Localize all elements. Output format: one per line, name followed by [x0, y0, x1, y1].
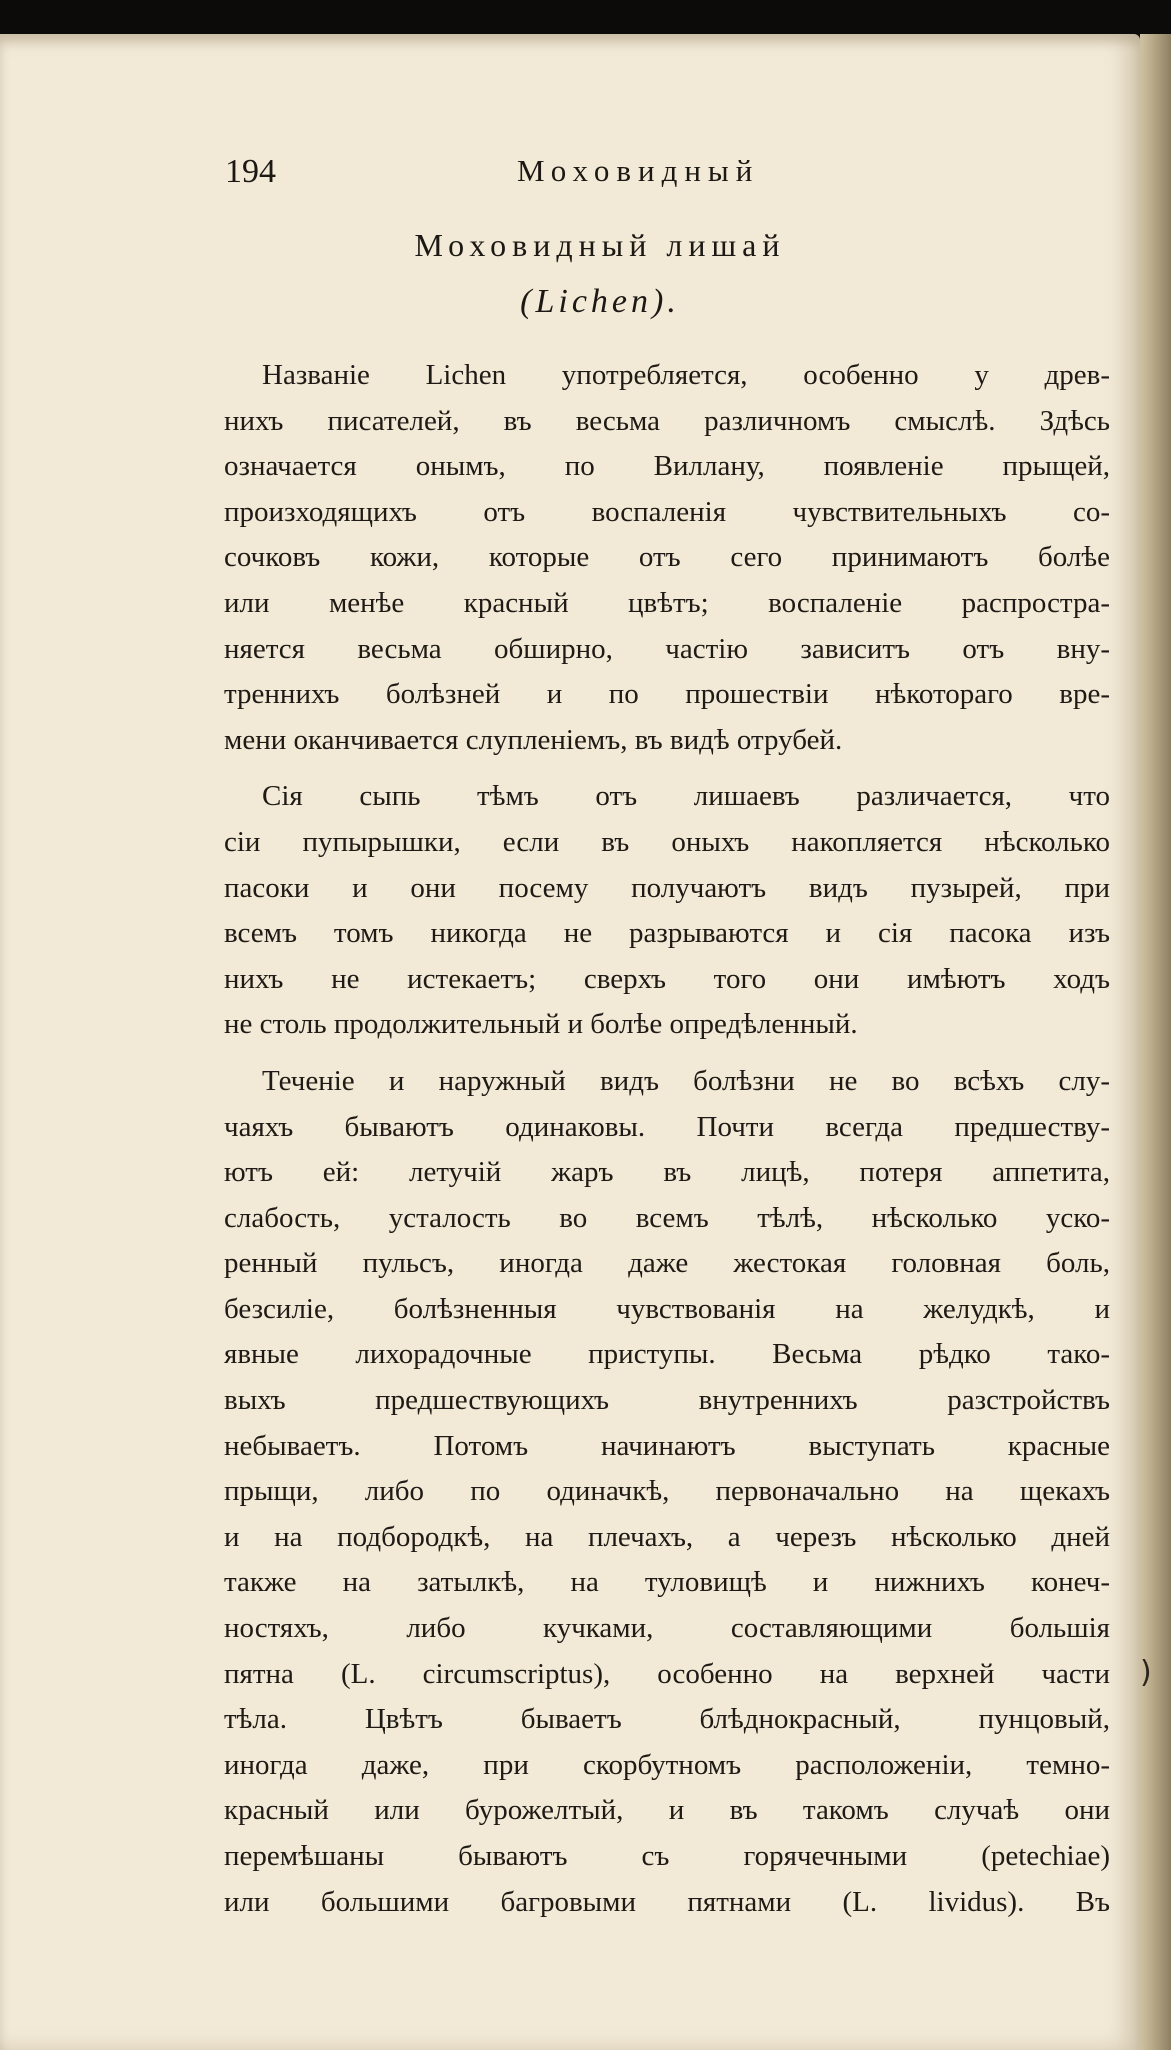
margin-mark: )	[1140, 1655, 1152, 1690]
text-line: пасоки и они посему получаютъ видъ пузырей, при	[224, 871, 1110, 904]
text-line: сочковъ кожи, которые отъ сего принимаютъ болѣе	[224, 541, 1110, 574]
text-line: не столь продолжительный и болѣе опредѣленный.	[224, 1008, 858, 1041]
text-line: всемъ томъ никогда не разрываются и сія пасока изъ	[224, 917, 1110, 950]
section-subheading: (Lichen).	[520, 283, 680, 320]
text-line: ностяхъ, либо кучками, составляющими большія	[224, 1612, 1110, 1645]
text-line: также на затылкѣ, на туловищѣ и нижнихъ конеч-	[224, 1566, 1110, 1599]
running-head	[225, 153, 855, 203]
text-line: означается онымъ, по Виллану, появленіе прыщей,	[224, 450, 1110, 483]
section-heading: Моховидный лишай	[414, 227, 786, 263]
text-line: мени оканчивается слупленіемъ, въ видѣ отрубей.	[224, 723, 843, 756]
text-line: произходящихъ отъ воспаленія чувствительныхъ со-	[224, 495, 1110, 528]
text-line: безсиліе, болѣзненныя чувствованія на желудкѣ, и	[224, 1292, 1110, 1325]
text-line: явные лихорадочные приступы. Весьма рѣдко тако-	[224, 1338, 1110, 1371]
text-line: няется весьма обширно, частію зависитъ отъ вну-	[224, 632, 1110, 665]
text-line: нихъ не истекаетъ; сверхъ того они имѣютъ ходъ	[224, 962, 1110, 995]
text-line: Теченіе и наружный видъ болѣзни не во всѣхъ слу-	[262, 1064, 1110, 1097]
text-line: небываетъ. Потомъ начинаютъ выступать красные	[224, 1429, 1110, 1462]
text-line: ренный пульсъ, иногда даже жестокая головная боль,	[224, 1247, 1110, 1280]
page-edge	[1140, 34, 1171, 2050]
text-line: и на подбородкѣ, на плечахъ, а черезъ нѣсколько дней	[224, 1520, 1110, 1553]
text-line: ютъ ей: летучій жаръ въ лицѣ, потеря аппетита,	[224, 1156, 1110, 1189]
running-title: Моховидный	[517, 153, 760, 188]
text-line: треннихъ болѣзней и по прошествіи нѣкотораго вре-	[224, 678, 1110, 711]
text-line: пятна (L. circumscriptus), особенно на верхней части	[224, 1657, 1110, 1690]
page-number: 194	[225, 153, 276, 190]
text-line: сіи пупырышки, если въ оныхъ накопляется нѣсколько	[224, 825, 1110, 858]
text-line: перемѣшаны бываютъ съ горячечными (petechiae)	[224, 1840, 1110, 1872]
text-line: или менѣе красный цвѣтъ; воспаленіе распростра-	[224, 586, 1110, 619]
text-line: Сія сыпь тѣмъ отъ лишаевъ различается, что	[262, 780, 1110, 813]
text-line: Названіе Lichen употребляется, особенно у древ-	[262, 359, 1110, 391]
text-line: выхъ предшествующихъ внутреннихъ разстройствъ	[224, 1384, 1110, 1417]
text-line: прыщи, либо по одиначкѣ, первоначально на щекахъ	[224, 1475, 1110, 1508]
text-line: чаяхъ бываютъ одинаковы. Почти всегда предшеству-	[224, 1110, 1110, 1143]
text-line: тѣла. Цвѣтъ бываетъ блѣднокрасный, пунцовый,	[224, 1703, 1110, 1736]
text-line: или большими багровыми пятнами (L. lividus). Въ	[224, 1885, 1110, 1918]
text-line: иногда даже, при скорбутномъ расположеніи, темно-	[224, 1748, 1110, 1781]
body-text	[224, 353, 1110, 1925]
text-line: нихъ писателей, въ весьма различномъ смыслѣ. Здѣсь	[224, 404, 1110, 437]
text-line: слабость, усталость во всемъ тѣлѣ, нѣсколько уско-	[224, 1201, 1110, 1234]
text-line: красный или бурожелтый, и въ такомъ случаѣ они	[224, 1794, 1110, 1827]
